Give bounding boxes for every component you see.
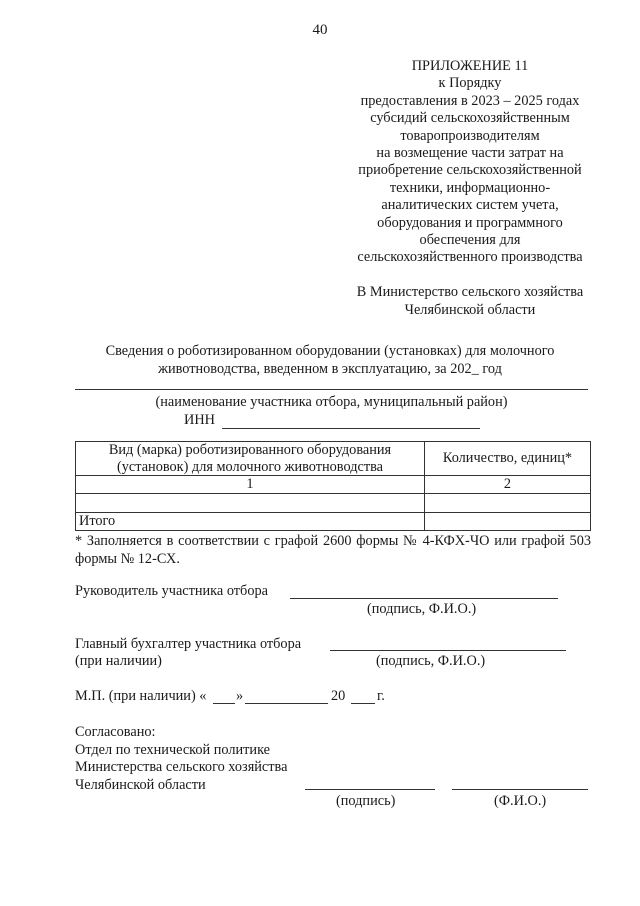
header-quantity: Количество, единиц* xyxy=(425,442,591,476)
appendix-line: к Порядку xyxy=(438,75,502,92)
appendix-line: на возмещение части затрат на xyxy=(376,145,564,162)
appendix-line: ПРИЛОЖЕНИЕ 11 xyxy=(411,58,529,74)
accountant-signature-label: Главный бухгалтер участника отбора xyxy=(75,636,302,652)
table-cell xyxy=(76,494,425,513)
appendix-line: субсидий сельскохозяйственным xyxy=(370,110,570,127)
equipment-table xyxy=(75,441,591,531)
title-line: животноводства, введенном в эксплуатацию, за 202_ год xyxy=(158,361,502,377)
accountant-signature-caption: (подпись, Ф.И.О.) xyxy=(376,653,486,669)
approval-signature-caption: (подпись) xyxy=(336,793,396,809)
month-line xyxy=(245,703,328,704)
stamp-suffix: г. xyxy=(377,688,385,704)
inn-label: ИНН xyxy=(184,412,215,428)
participant-caption: (наименование участника отбора, муниципальный район) xyxy=(155,394,508,410)
footnote: * Заполняется в соответствии с графой 2600 формы № 4-КФХ-ЧО или графой 503 формы № 12-СХ. xyxy=(75,533,591,567)
appendix-line: предоставления в 2023 – 2025 годах xyxy=(360,92,580,109)
accountant-optional-note: (при наличии) xyxy=(75,653,162,669)
approval-line: Согласовано: xyxy=(75,724,156,740)
header-equipment-type: Вид (марка) роботизированного оборудования (установок) для молочного животноводства xyxy=(76,442,425,476)
appendix-line: приобретение сельскохозяйственной xyxy=(358,162,582,179)
total-value xyxy=(425,513,591,531)
appendix-line: обеспечения для xyxy=(419,232,521,249)
column-number: 1 xyxy=(76,476,425,494)
appendix-line: сельскохозяйственного производства xyxy=(357,249,583,266)
approval-line: Челябинской области xyxy=(75,776,206,793)
table-header-row xyxy=(76,442,591,476)
stamp-year: 20 xyxy=(331,688,346,704)
appendix-block xyxy=(330,58,610,267)
table-number-row xyxy=(76,476,591,494)
stamp-quote: » xyxy=(236,688,244,704)
addressee-line: Челябинской области xyxy=(404,301,536,318)
approval-name-line xyxy=(452,789,588,790)
appendix-line: оборудования и программного xyxy=(377,214,563,231)
year-line xyxy=(351,703,375,704)
approval-signature-line xyxy=(305,789,435,790)
day-line xyxy=(213,703,235,704)
appendix-line: аналитических систем учета, xyxy=(381,197,559,214)
document-title xyxy=(60,342,600,378)
approval-line: Отдел по технической политике xyxy=(75,741,271,758)
addressee-line: В Министерство сельского хозяйства xyxy=(356,284,584,300)
table-cell xyxy=(425,494,591,513)
head-signature-caption: (подпись, Ф.И.О.) xyxy=(367,601,477,617)
approval-line: Министерства сельского хозяйства xyxy=(75,759,288,776)
stamp-prefix: М.П. (при наличии) « xyxy=(75,688,207,704)
appendix-line: техники, информационно- xyxy=(389,179,551,196)
appendix-line: товаропроизводителям xyxy=(400,127,540,144)
addressee-block xyxy=(330,284,610,319)
approval-name-caption: (Ф.И.О.) xyxy=(494,793,547,809)
accountant-signature-line xyxy=(330,650,566,651)
page-number: 40 xyxy=(312,22,328,38)
table-total-row xyxy=(76,513,591,531)
head-signature-label: Руководитель участника отбора xyxy=(75,583,268,599)
column-number: 2 xyxy=(425,476,591,494)
inn-line xyxy=(222,428,480,429)
participant-name-line xyxy=(75,389,588,390)
total-label: Итого xyxy=(76,513,425,531)
approval-block xyxy=(75,724,287,794)
table-row xyxy=(76,494,591,513)
title-line: Сведения о роботизированном оборудовании (установках) для молочного xyxy=(105,343,555,359)
head-signature-line xyxy=(290,598,558,599)
